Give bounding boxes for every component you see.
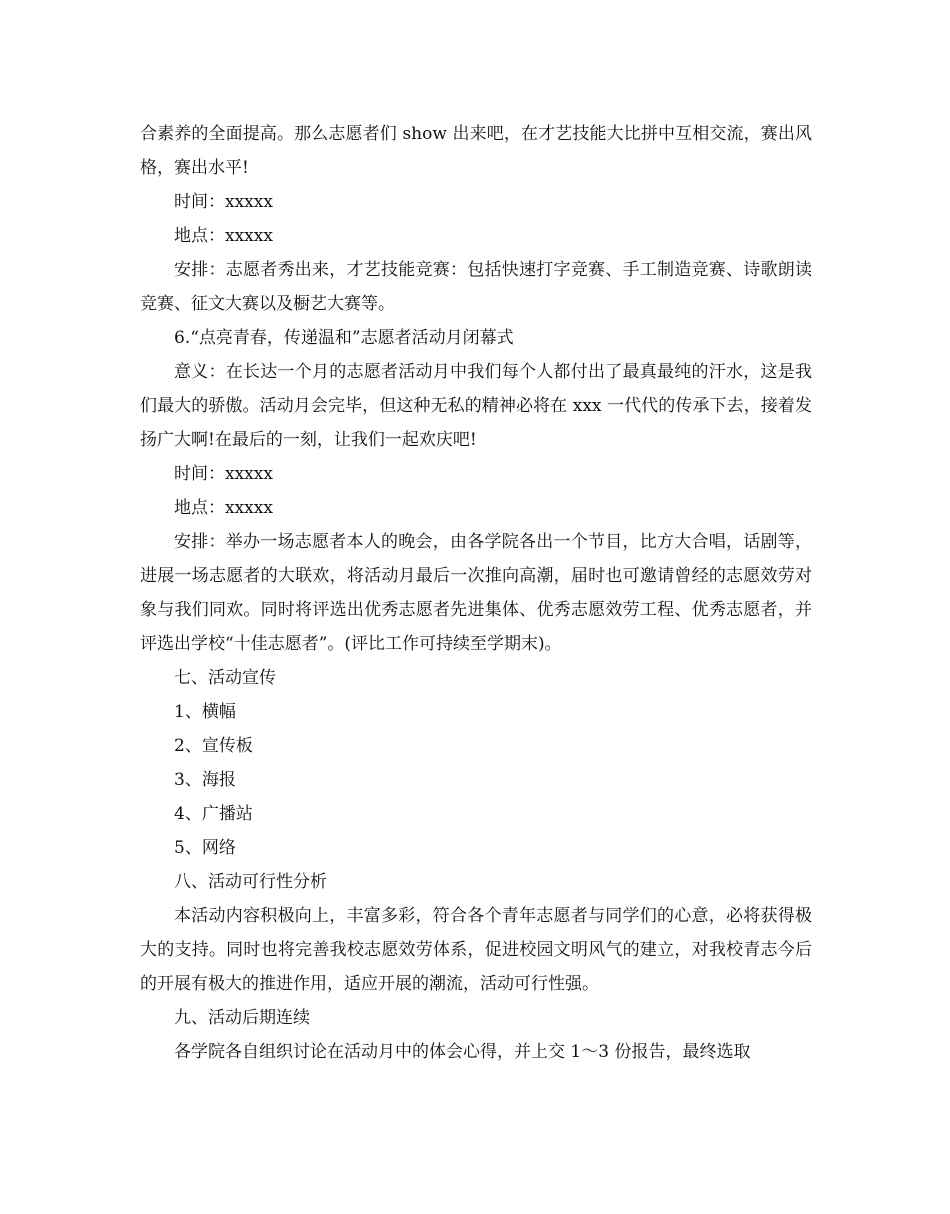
paragraph-arrangement-2: 安排：举办一场志愿者本人的晚会，由各学院各出一个节目，比方大合唱，话剧等，进展一场志愿者的大联欢，将活动月最后一次推向高潮，届时也可邀请曾经的志愿效劳对象与我们同欢。同时将评选出优秀志愿者先进集体、优秀志愿效劳工程、优秀志愿者，并评选出学校“十佳志愿者”。(评比工作可持续至学期末)。	[140, 532, 812, 654]
heading-feasibility: 八、活动可行性分析	[174, 872, 327, 892]
list-item-poster: 3、海报	[174, 770, 236, 790]
heading-publicity: 七、活动宣传	[174, 668, 276, 688]
paragraph-significance: 意义：在长达一个月的志愿者活动月中我们每个人都付出了最真最纯的汗水，这是我们最大的骄傲。活动月会完毕，但这种无私的精神必将在 xxx 一代代的传承下去，接着发扬广大啊!在最后的一刻，让我们一起欢庆吧!	[140, 362, 812, 450]
paragraph-arrangement-1: 安排：志愿者秀出来，才艺技能竞赛：包括快速打字竞赛、手工制造竞赛、诗歌朗读竞赛、征文大赛以及橱艺大赛等。	[140, 260, 812, 314]
paragraph-feasibility: 本活动内容积极向上，丰富多彩，符合各个青年志愿者与同学们的心意，必将获得极大的支持。同时也将完善我校志愿效劳体系，促进校园文明风气的建立，对我校青志今后的开展有极大的推进作用，适应开展的潮流，活动可行性强。	[140, 906, 812, 994]
paragraph-continued-intro: 合素养的全面提高。那么志愿者们 show 出来吧，在才艺技能大比拼中互相交流，赛出风格，赛出水平!	[140, 124, 812, 178]
paragraph-follow-up: 各学院各自组织讨论在活动月中的体会心得，并上交 1～3 份报告，最终选取	[174, 1042, 751, 1062]
paragraph-location-1: 地点：xxxxx	[174, 226, 273, 246]
heading-closing-ceremony: 6.“点亮青春，传递温和”志愿者活动月闭幕式	[174, 328, 514, 348]
paragraph-location-2: 地点：xxxxx	[174, 498, 273, 518]
paragraph-time-2: 时间：xxxxx	[174, 464, 273, 484]
list-item-network: 5、网络	[174, 838, 236, 858]
document-body	[140, 117, 812, 1069]
list-item-radio: 4、广播站	[174, 804, 253, 824]
paragraph-time-1: 时间：xxxxx	[174, 192, 273, 212]
list-item-board: 2、宣传板	[174, 736, 253, 756]
list-item-banner: 1、横幅	[174, 702, 236, 722]
heading-follow-up: 九、活动后期连续	[174, 1008, 310, 1028]
